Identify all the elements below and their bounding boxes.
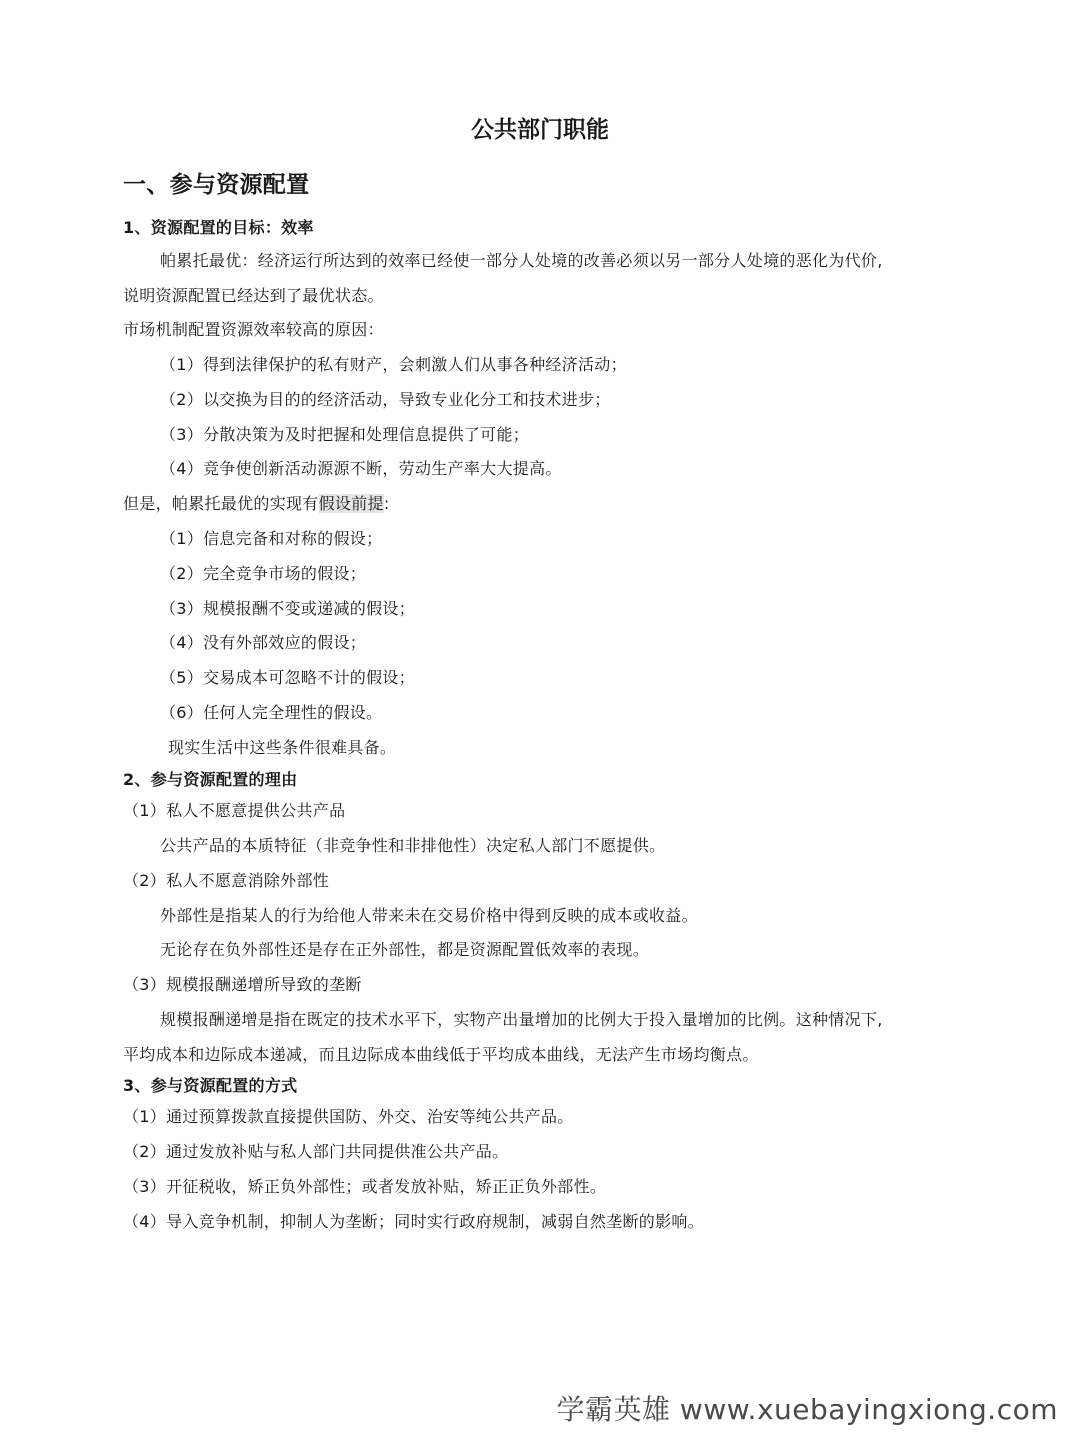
highlighted-term: 假设前提 [318,494,384,513]
pareto-definition-line-2: 说明资源配置已经达到了最优状态。 [123,286,384,305]
reason-item: （4）竞争使创新活动源源不断，劳动生产率大大提高。 [160,459,562,478]
reason-item: （2）以交换为目的的经济活动，导致专业化分工和技术进步； [160,390,611,409]
reason-item: （3）分散决策为及时把握和处理信息提供了可能； [160,425,530,444]
assumption-item: （4）没有外部效应的假设； [160,633,367,652]
subsection-heading-3: 3、参与资源配置的方式 [123,1076,298,1095]
reason-body: 外部性是指某人的行为给他人带来未在交易价格中得到反映的成本或收益。 [160,906,698,925]
reason-body: 无论存在负外部性还是存在正外部性，都是资源配置低效率的表现。 [160,940,650,959]
pareto-definition-line-1: 帕累托最优：经济运行所达到的效率已经使一部分人处境的改善必须以另一部分人处境的恶化为代价, [160,251,883,270]
method-item: （3）开征税收，矫正负外部性；或者发放补贴，矫正正负外部性。 [123,1177,607,1196]
method-item: （1）通过预算拨款直接提供国防、外交、治安等纯公共产品。 [123,1107,574,1126]
reason-title: （1）私人不愿意提供公共产品 [123,801,346,820]
assumption-item: （2）完全竞争市场的假设； [160,564,367,583]
site-watermark: 学霸英雄 www.xuebayingxiong.com [556,1393,1058,1426]
reasons-intro: 市场机制配置资源效率较高的原因： [123,320,384,339]
assumption-item: （5）交易成本可忽略不计的假设； [160,668,415,687]
assumption-item: （3）规模报酬不变或递减的假设； [160,599,415,618]
assumption-item: （6）任何人完全理性的假设。 [160,703,383,722]
reason-item: （1）得到法律保护的私有财产，会刺激人们从事各种经济活动； [160,355,627,374]
assumption-item: （1）信息完备和对称的假设； [160,529,383,548]
assumptions-intro-text: 但是，帕累托最优的实现有 [123,494,319,513]
reason-title: （2）私人不愿意消除外部性 [123,871,330,890]
assumptions-intro [123,494,390,514]
reason-body: 平均成本和边际成本递减，而且边际成本曲线低于平均成本曲线，无法产生市场均衡点。 [123,1045,759,1064]
reality-note: 现实生活中这些条件很难具备。 [168,738,397,757]
subsection-heading-2: 2、参与资源配置的理由 [123,770,298,789]
page-title: 公共部门职能 [471,117,609,143]
section-heading: 一、参与资源配置 [123,172,310,198]
reason-body: 规模报酬递增是指在既定的技术水平下，实物产出量增加的比例大于投入量增加的比例。这种情况下, [160,1010,883,1029]
reason-body: 公共产品的本质特征（非竞争性和非排他性）决定私人部门不愿提供。 [160,836,666,855]
reason-title: （3）规模报酬递增所导致的垄断 [123,975,362,994]
method-item: （4）导入竞争机制，抑制人为垄断；同时实行政府规制，减弱自然垄断的影响。 [123,1212,704,1231]
subsection-heading-1: 1、资源配置的目标：效率 [123,218,314,237]
assumptions-intro-colon: : [383,494,390,513]
method-item: （2）通过发放补贴与私人部门共同提供准公共产品。 [123,1142,509,1161]
